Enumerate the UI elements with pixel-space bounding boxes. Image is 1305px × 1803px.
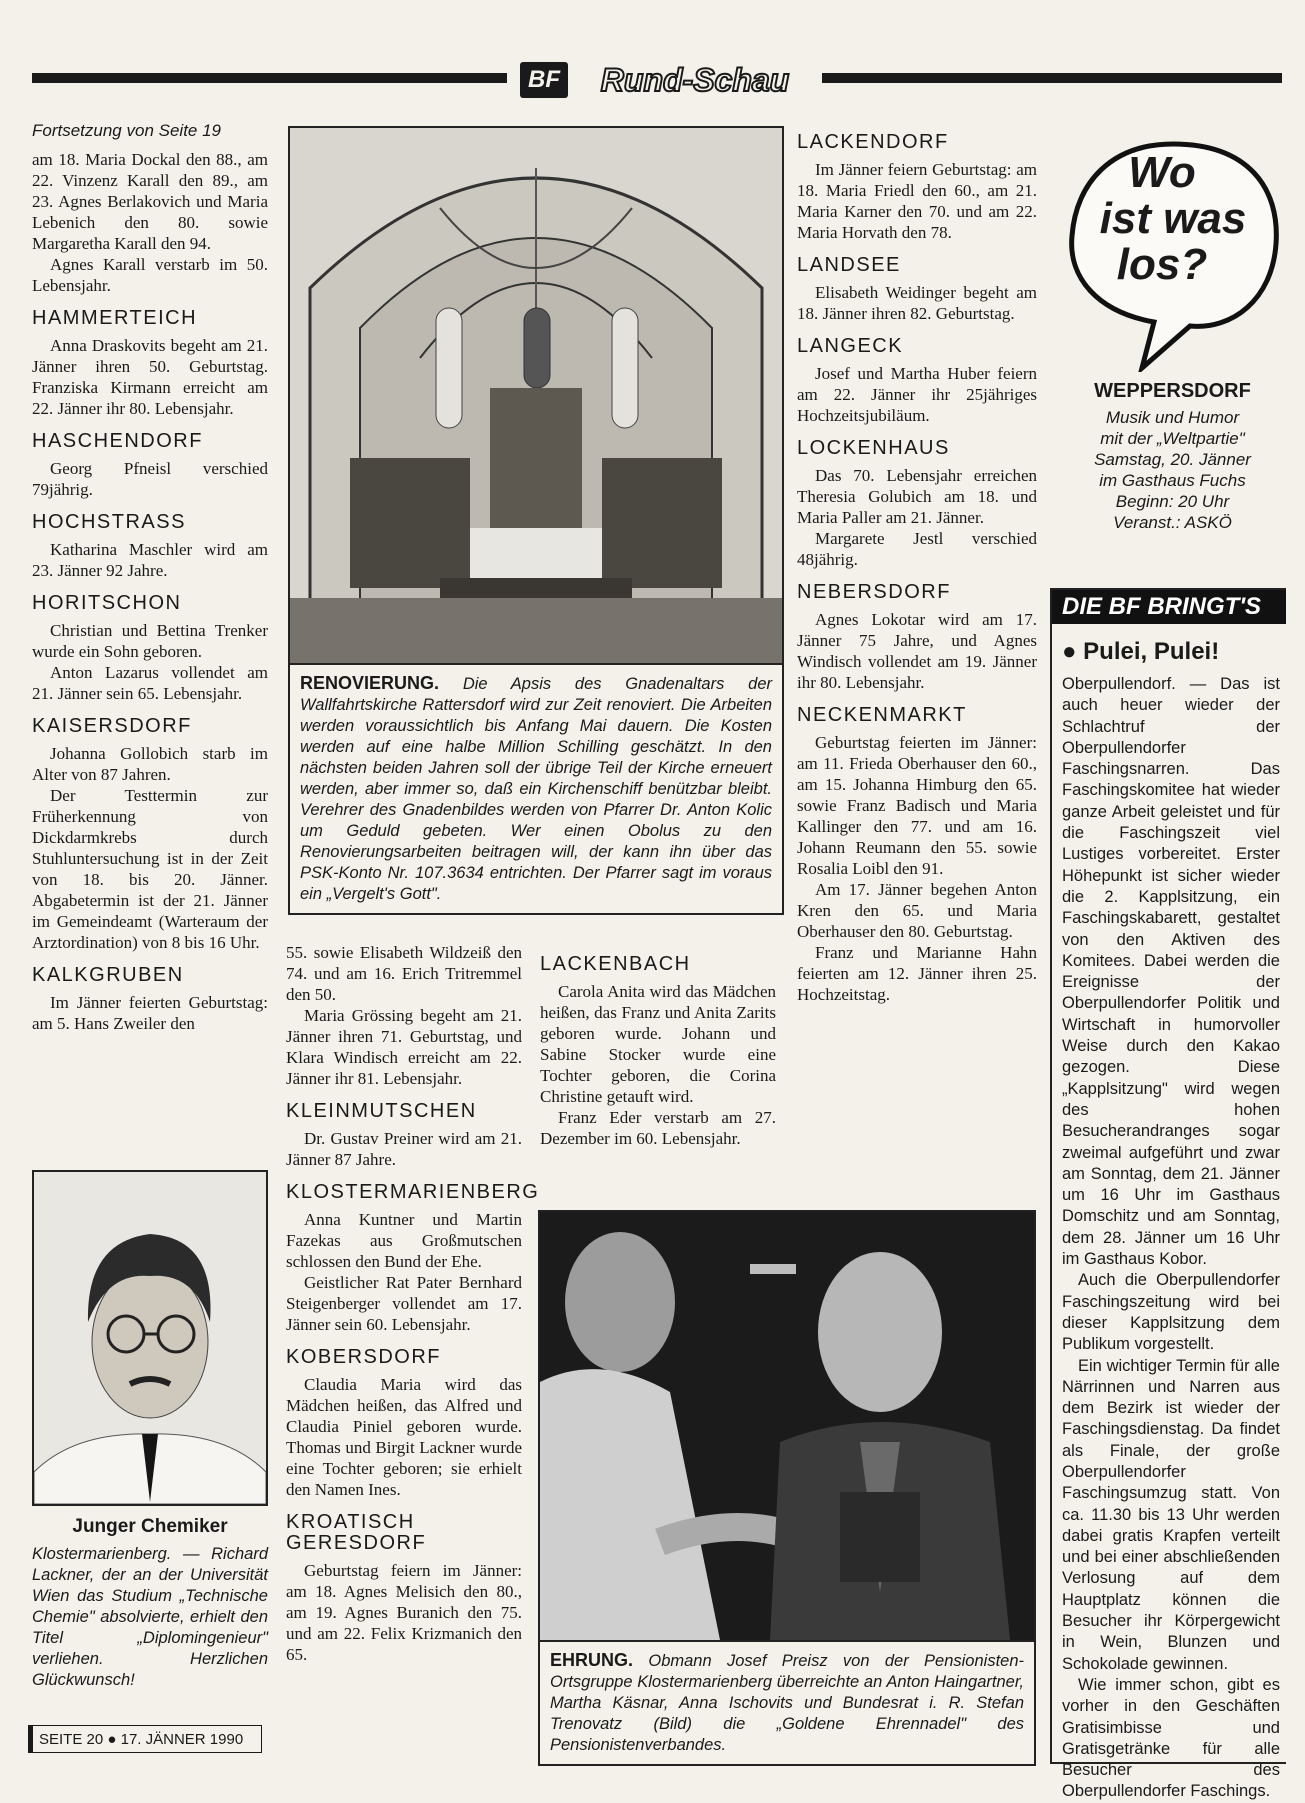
col3-text [540, 954, 776, 1149]
award-feature [538, 1210, 1036, 1766]
bringts-paragraph: Wie immer schon, gibt es vorher in den Geschäften Gratisimbisse und Gratisgetränke für alle Besucher des Oberpullendorfer Faschings. [1062, 1675, 1280, 1801]
article-paragraph: Elisabeth Weidinger begeht am 18. Jänner ihren 82. Geburtstag. [797, 283, 1037, 323]
article-paragraph: Carola Anita wird das Mädchen heißen, das Franz und Anita Zarits geboren wurde. Johann und Sabine Stocker wurde eine Tochter geboren, die Corina Christine getauft wird. [540, 982, 776, 1106]
section-heading: LANDSEE [797, 254, 901, 276]
article-paragraph: Am 17. Jänner begehen Anton Kren den 65. und Maria Oberhauser den 80. Geburtstag. [797, 880, 1037, 941]
col4-text [797, 132, 1037, 1005]
church-caption-text: Die Apsis des Gnadenaltars der Wallfahrtskirche Rattersdorf wird zur Zeit renoviert. Die Arbeiten werden voraussichtlich bis Anfang Mai dauern. Die Kosten werden auf eine halbe Million Schilling geschätzt. In den nächsten beiden Jahren soll der übrige Teil der Kirche erneuert werden, aber immer so, daß ein Kirchenschiff benützbar bleibt. Verehrer des Gnadenbildes werden von Pfarrer Dr. Anton Kolic um Geduld gebeten. Wer einen Obolus zu den Renovierungsarbeiten beitragen will, der kann ihn über das PSK-Konto Nr. 107.3634 entrichten. Der Pfarrer sagt im voraus ein „Vergelt's Gott". [300, 675, 772, 903]
chemist-text: Klostermarienberg. — Richard Lackner, der an der Universität Wien das Studium „Technische Chemie" absolvierte, erhielt den Titel „Diplomingenieur" verliehen. Herzlichen Glückwunsch! [32, 1545, 268, 1689]
bringts-banner: DIE BF BRINGT'S [1052, 590, 1286, 624]
article-paragraph: am 18. Maria Dockal den 88., am 22. Vinzenz Karall den 89., am 23. Agnes Berlakovich und Maria Lebenich den 80. sowie Margaretha Karall den 94. [32, 150, 268, 253]
article-paragraph: Dr. Gustav Preiner wird am 21. Jänner 87 Jahre. [286, 1129, 522, 1169]
article-paragraph: Franz Eder verstarb am 27. Dezember im 60. Lebensjahr. [540, 1108, 776, 1148]
masthead-logo [520, 62, 568, 98]
event-place: WEPPERSDORF [1094, 380, 1251, 402]
bringts-title: ● Pulei, Pulei! [1062, 638, 1220, 665]
event-line: Beginn: 20 Uhr [1115, 492, 1230, 511]
column-1 [32, 120, 268, 1034]
article-paragraph: Katharina Maschler wird am 23. Jänner 92 Jahre. [32, 540, 268, 580]
section-heading: NEBERSDORF [797, 581, 951, 603]
event-line: Veranst.: ASKÖ [1113, 513, 1232, 532]
event-line: mit der „Weltpartie" [1100, 429, 1245, 448]
column-3 [540, 942, 776, 1149]
masthead-title: Rund-Schau [600, 62, 790, 98]
event-line: Musik und Humor [1105, 408, 1240, 427]
article-paragraph: Anton Lazarus vollendet am 21. Jänner sein 65. Lebensjahr. [32, 663, 268, 703]
footer-page: SEITE 20 [39, 1731, 104, 1748]
col1-text [32, 149, 268, 1034]
award-caption-title: EHRUNG. [550, 1650, 634, 1670]
award-caption [540, 1642, 1034, 1764]
chemist-photo [32, 1170, 268, 1506]
event-weppersdorf [1065, 380, 1280, 533]
article-paragraph: Das 70. Lebensjahr erreichen Theresia Golubich am 18. und Maria Paller am 21. Jänner. [797, 466, 1037, 527]
article-paragraph: Agnes Lokotar wird am 17. Jänner 75 Jahre, und Agnes Windisch vollendet am 19. Jänner ihr 80. Lebensjahr. [797, 610, 1037, 692]
article-paragraph: Johanna Gollobich starb im Alter von 87 Jahren. [32, 744, 268, 784]
masthead-rule-left [32, 73, 507, 83]
section-heading: KLOSTERMARIENBERG [286, 1181, 540, 1203]
article-paragraph: Margarete Jestl verschied 48jährig. [797, 529, 1037, 569]
event-line: Samstag, 20. Jänner [1094, 450, 1251, 469]
church-photo [290, 128, 782, 665]
article-paragraph: Anna Draskovits begeht am 21. Jänner ihren 50. Geburtstag. Franziska Kirmann erreicht am 22. Jänner ihr 80. Lebensjahr. [32, 336, 268, 418]
footer-date: 17. JÄNNER 1990 [120, 1731, 244, 1748]
section-heading: HOCHSTRASS [32, 511, 186, 533]
article-paragraph: Im Jänner feiern Geburtstag: am 18. Maria Friedl den 60., am 21. Maria Karner den 70. und am 22. Maria Horvath den 78. [797, 160, 1037, 242]
section-heading: NECKENMARKT [797, 704, 967, 726]
award-photo [540, 1212, 1034, 1642]
article-paragraph: Josef und Martha Huber feiern am 22. Jänner ihr 25jähriges Hochzeitsjubiläum. [797, 364, 1037, 425]
church-caption-title: RENOVIERUNG. [300, 673, 440, 693]
article-paragraph: Geburtstag feierten im Jänner: am 11. Frieda Oberhauser den 60., am 15. Johanna Himburg den 65. sowie Franz Badisch und Maria Kallinger den 77. und am 16. Johann Reumann den 55. sowie Rosalia Loibl den 91. [797, 733, 1037, 878]
article-paragraph: Der Testtermin zur Früherkennung von Dickdarmkrebs durch Stuhluntersuchung ist in der Zeit von 18. bis 20. Jänner. Abgabetermin ist der 21. Jänner im Gemeindeamt (Warteraum der Arztordination) von 8 bis 16 Uhr. [32, 786, 268, 952]
article-paragraph: Geburtstag feiern im Jänner: am 18. Agnes Melisich den 80., am 19. Agnes Buranich den 75. und am 22. Felix Krizmanich den 65. [286, 1561, 522, 1664]
article-paragraph: Anna Kuntner und Martin Fazekas aus Großmutschen schlossen den Bund der Ehe. [286, 1210, 522, 1271]
column-4 [797, 120, 1037, 1005]
bringts-body [1052, 674, 1286, 1803]
bringts-paragraph: Ein wichtiger Termin für alle Närrinnen und Narren aus dem Bezirk ist wieder der Faschingsdienstag. Da findet als Finale, der große Oberpullendorfer Faschingsumzug statt. Von ca. 11.30 bis 13 Uhr werden dabei gratis Krapfen verteilt und bei einer abschließenden Verlosung auf dem Hauptplatz können die Besucher ihr Körpergewicht in Wein, Blunzen und Schokolade gewinnen. [1062, 1356, 1280, 1673]
article-paragraph: Claudia Maria wird das Mädchen heißen, das Alfred und Claudia Piniel geboren wurde. Thomas und Birgit Lackner wurde eine Tochter geboren; sie erhielt den Namen Ines. [286, 1375, 522, 1499]
section-heading: KLEINMUTSCHEN [286, 1100, 477, 1122]
section-heading: KROATISCH GERESDORF [286, 1511, 427, 1554]
article-paragraph: Im Jänner feierten Geburtstag: am 5. Hans Zweiler den [32, 993, 268, 1033]
footer-bullet-icon: ● [107, 1731, 121, 1748]
section-heading: LOCKENHAUS [797, 437, 950, 459]
section-heading: LANGECK [797, 335, 904, 357]
bubble-line-1: Wo [1128, 148, 1196, 197]
bringts-paragraph: Auch die Oberpullendorfer Faschingszeitung wird bei dieser Kapplsitzung dem Publikum vorgestellt. [1062, 1271, 1280, 1354]
bringts-box [1050, 588, 1286, 1801]
church-feature [288, 126, 784, 915]
section-heading: LACKENBACH [540, 953, 691, 975]
column-2 [286, 942, 540, 1665]
col2-text [286, 942, 540, 1665]
award-caption-text: Obmann Josef Preisz von der Pensionisten-Ortsgruppe Klostermarienberg überreichte an Anton Haingartner, Martha Käsnar, Anna Ischovits und Bundesrat i. R. Stefan Trenovatz (Bild) die „Goldene Ehrennadel" des Pensionistenverbandes. [550, 1652, 1024, 1754]
section-heading: HORITSCHON [32, 592, 182, 614]
article-paragraph: Agnes Karall verstarb im 50. Lebensjahr. [32, 255, 268, 295]
speech-bubble [1062, 132, 1284, 372]
chemist-title: Junger Chemiker [72, 1516, 228, 1537]
section-heading: KAISERSDORF [32, 715, 192, 737]
section-heading: LACKENDORF [797, 131, 949, 153]
section-heading: HAMMERTEICH [32, 307, 198, 329]
chemist-box [32, 1170, 268, 1691]
section-heading: KALKGRUBEN [32, 964, 184, 986]
bringts-paragraph: Oberpullendorf. — Das ist auch heuer wieder der Schlachtruf der Oberpullendorfer Faschingsnarren. Das Faschingskomitee hat wieder ganze Arbeit geleistet und für die Faschingszeit viel Lustiges vorbereitet. Erster Höhepunkt ist sicher wieder die 2. Kapplsitzung, ein Faschingskabarett, gestaltet von den Aktiven des Komitees. Dabei werden die Ereignisse der Oberpullendorfer Politik und Wirtschaft in humorvoller Weise durch den Kakao gezogen. Diese „Kapplsitzung" wird wegen des hohen Besucherandranges sogar zweimal aufgeführt und zwar am Sonntag, dem 21. Jänner um 16 Uhr im Gasthaus Domschitz und am Sonntag, dem 28. Jänner um 16 Uhr im Gasthaus Kobor. [1062, 675, 1280, 1269]
bubble-line-2: ist was [1099, 194, 1247, 243]
bubble-line-3: los? [1116, 240, 1208, 289]
masthead-rule-right [822, 73, 1282, 83]
article-paragraph: Franz und Marianne Hahn feierten am 12. Jänner ihren 25. Hochzeitstag. [797, 943, 1037, 1004]
event-line: im Gasthaus Fuchs [1099, 471, 1246, 490]
masthead-logo-text: BF [528, 66, 560, 93]
article-paragraph: Geistlicher Rat Pater Bernhard Steigenberger vollendet am 17. Jänner sein 60. Lebensjahr. [286, 1273, 522, 1334]
section-heading: KOBERSDORF [286, 1346, 442, 1368]
page-footer [28, 1725, 262, 1753]
continued-note: Fortsetzung von Seite 19 [32, 121, 222, 140]
article-paragraph: Maria Grössing begeht am 21. Jänner ihren 71. Geburtstag, und Klara Windisch erreicht am 22. Jänner ihr 81. Lebensjahr. [286, 1006, 522, 1088]
article-paragraph: Christian und Bettina Trenker wurde ein Sohn geboren. [32, 621, 268, 661]
church-caption [290, 665, 782, 913]
section-heading: HASCHENDORF [32, 430, 203, 452]
article-paragraph: 55. sowie Elisabeth Wildzeiß den 74. und am 16. Erich Tritremmel den 50. [286, 943, 522, 1004]
article-paragraph: Georg Pfneisl verschied 79jährig. [32, 459, 268, 499]
event-details [1065, 407, 1280, 533]
